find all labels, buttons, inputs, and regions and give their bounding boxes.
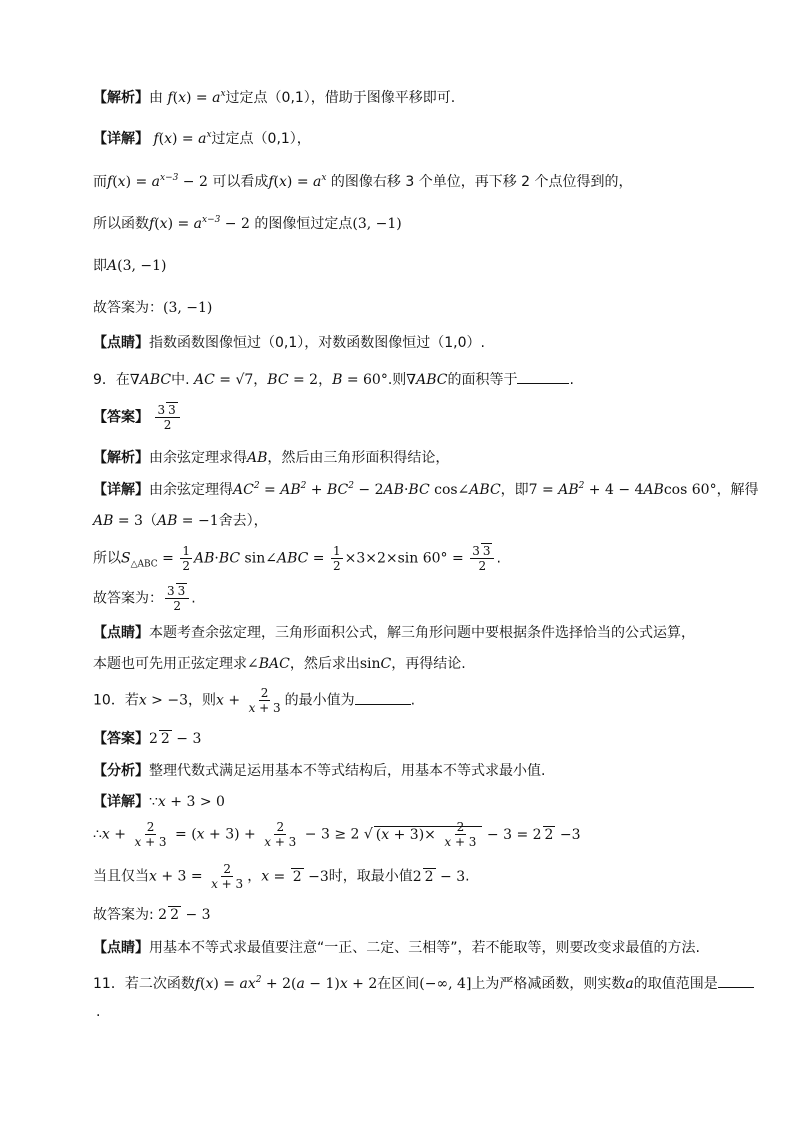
analysis-tag: 【分析】 [93,763,149,779]
formula: f [167,90,173,106]
answer-line-9 [93,403,182,432]
question-11-stem: 11．若二次函数$f(x) = ax^2 + 2(a - 1)x + 2$在区间(−∞, 4]上为严格减函数，则实数a的取值范围是 [93,973,754,994]
comment-line-8: 【点睛】指数函数图像恒过（0,1），对数函数图像恒过（1,0）. [93,335,485,351]
comment-line-10: 【点睛】用基本不等式求最值要注意“一正、二定、三相等”，若不能取等，则要改变求最值的方法. [93,940,700,956]
detail-line-8: 【详解】 $f(x) = a^x$过定点（0,1）， [93,130,311,147]
area-line-9: 所以$S_{\triangle ABC}$ = $\frac{1}{2}$ AB·BC sin∠ABC = $\frac{1}{2}$ ×3×2×sin 60° = $\frac{3 3}{2}$ . [93,544,501,573]
analysis-line-9: 【解析】由余弦定理求得AB，然后由三角形面积得结论， [93,450,450,466]
detail-text-8a: 而$f(x) = a^{x-3} - 2$ 可以看成$f(x) = a^x$ 的图像右移 3 个单位，再下移 2 个点位得到的， [93,173,633,190]
detail-line-10c: 当且仅当x + 3 = $\frac{2}{x + 3}$ ，x = 2 −3时，取最小值2 2 − 3. [93,862,470,891]
answer-line-8: 故答案为：(3, −1) [93,300,213,316]
detail-line-10b: ∴x + $\frac{2}{x + 3}$ = (x + 3) + $\frac{2}{x + 3}$ − 3 ≥ 2 √ (x + 3)× $\frac{2}{x + 3}$ − 3 = 2 2 −3 [93,820,581,849]
comment-line-9b: 本题也可先用正弦定理求∠BAC，然后求出sinC，再得结论. [93,656,466,672]
question-10-stem: 10．若x > −3，则x + $\frac{2}{x + 3}$ 的最小值为 . [93,686,416,715]
answer-blank [355,690,411,705]
detail-text-8b: 所以函数$f(x) = a^{x-3} - 2$ 的图像恒过定点(3, −1) [93,215,402,232]
detail-text-8c: 即A(3, −1) [93,258,167,274]
detail-line-9a: 【详解】由余弦定理得$AC^2 = AB^2 + BC^2 - 2AB\cdot BC$ cos∠ABC，即$7 = AB^2 + 4 - 4ABcos$ 60°，解得 [93,481,759,498]
detail-line-10a: 【详解】∵x + 3 > 0 [93,794,225,810]
answer-text-10: 故答案为: 2 2 − 3 [93,907,211,923]
answer-tag: 【答案】 [93,409,149,426]
comment-tag: 【点睛】 [93,335,149,351]
question-number: 9． [93,372,116,388]
comment-line-9a: 【点睛】本题考查余弦定理，三角形面积公式，解三角形问题中要根据条件选择恰当的公式运算， [93,625,695,641]
analysis-line-10: 【分析】整理代数式满足运用基本不等式结构后，用基本不等式求最小值. [93,763,546,779]
answer-text-9: 故答案为： $\frac{3 3}{2}$ . [93,584,196,613]
answer-blank [517,369,569,384]
analysis-tag: 【解析】 [93,90,149,106]
detail-tag: 【详解】 [93,131,149,147]
detail-line-9b: AB = 3（AB = −1舍去）， [93,513,268,529]
analysis-line-8: 【解析】由 $f(x) = a^x$过定点（0,1），借助于图像平移即可. [93,89,456,106]
answer-blank [718,973,754,988]
question-9-stem: 9．在∇ABC中. AC = √7，BC = 2，B = 60°.则∇ABC的面积等于 . [93,369,574,390]
fraction: $\frac{3 3}{2}$ [155,403,179,432]
answer-line-10: 【答案】2 2 − 3 [93,731,202,747]
trailing-period: . [96,1004,101,1020]
